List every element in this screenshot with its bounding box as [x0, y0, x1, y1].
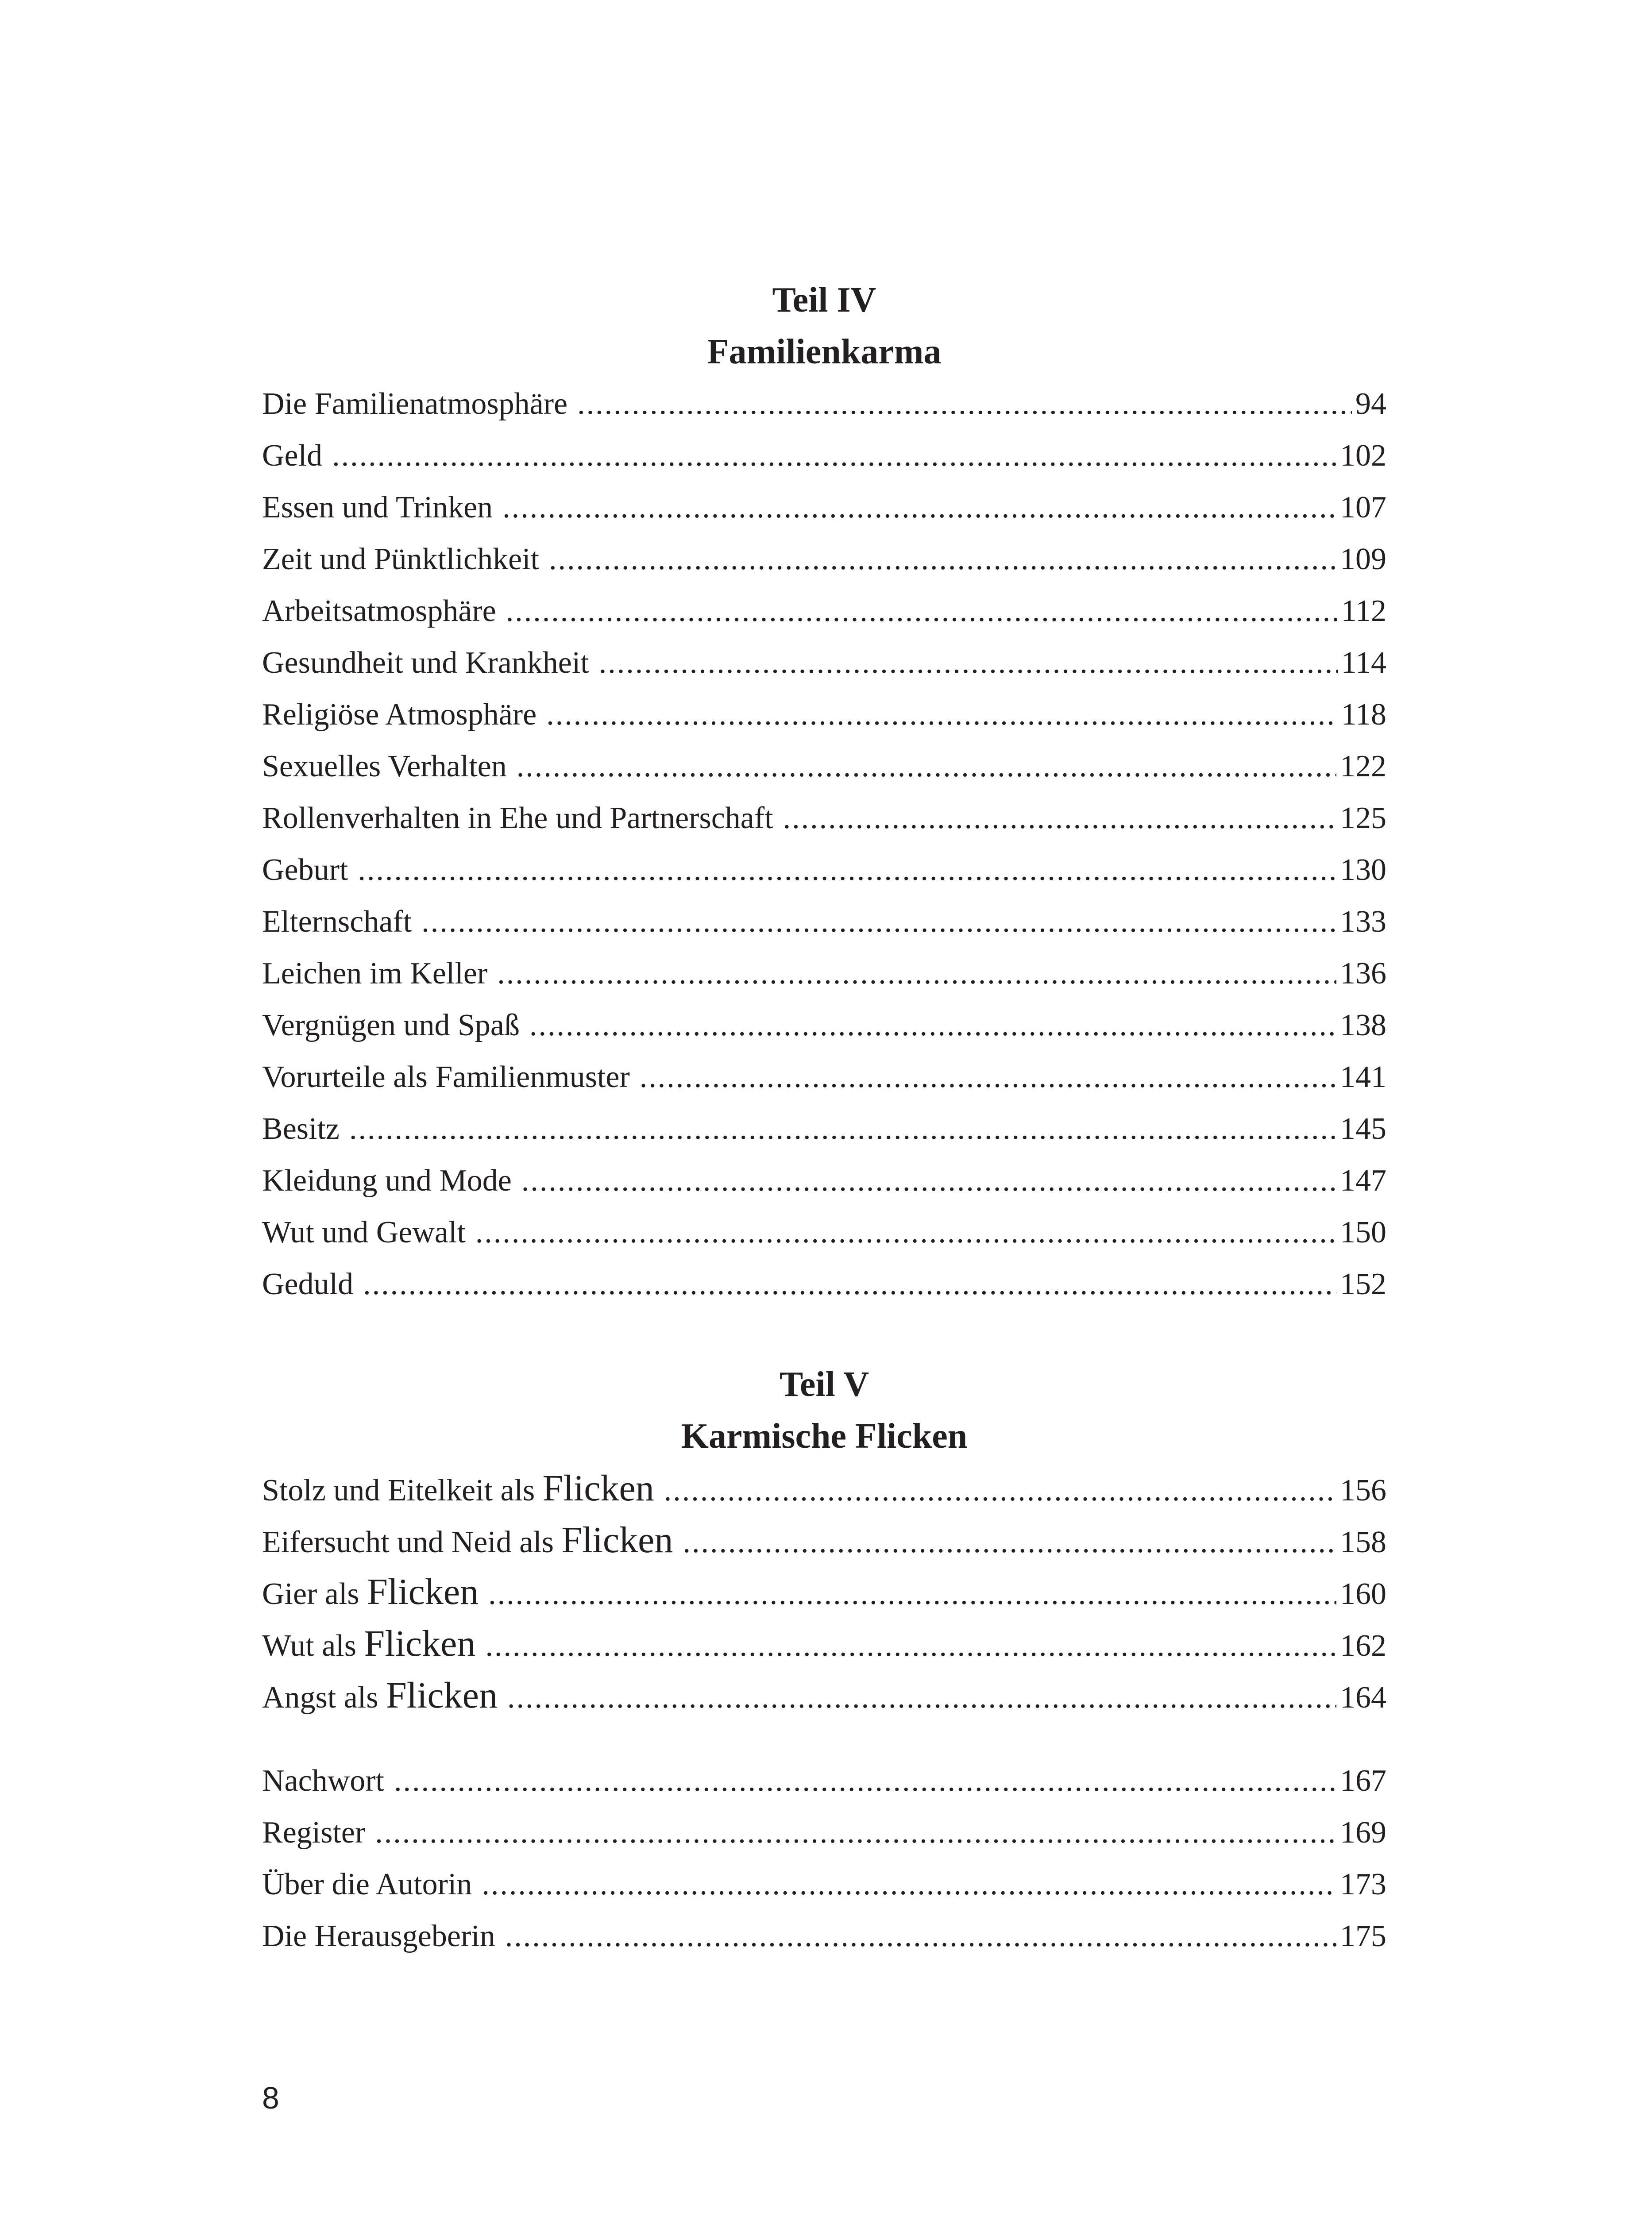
toc-entry-title-highlight: Flicken — [367, 1571, 479, 1612]
toc-entry[interactable] — [262, 1258, 1386, 1310]
dot-leader — [599, 637, 1338, 689]
toc-entry-page: 94 — [1355, 387, 1386, 421]
dot-leader — [683, 1516, 1336, 1568]
dot-leader — [506, 585, 1338, 637]
dot-leader — [529, 999, 1336, 1051]
toc-entry-title: Elternschaft — [262, 905, 412, 939]
toc-entry-title-highlight: Flicken — [386, 1675, 498, 1716]
dot-leader — [485, 1620, 1336, 1672]
toc-entry-title: Zeit und Pünktlichkeit — [262, 542, 540, 576]
dot-leader — [394, 1755, 1336, 1807]
toc-entry[interactable] — [262, 689, 1386, 740]
toc-entry[interactable] — [262, 1155, 1386, 1207]
toc-entry-title: Geld — [262, 439, 323, 473]
toc-entry-title: Nachwort — [262, 1764, 385, 1798]
toc-entry-page: 122 — [1340, 749, 1386, 783]
toc-entry[interactable] — [262, 740, 1386, 792]
toc-entry-title: Geburt — [262, 853, 348, 887]
toc-entry-title-highlight: Flicken — [364, 1623, 476, 1664]
toc-entry[interactable] — [262, 1462, 1386, 1514]
toc-entry[interactable] — [262, 1566, 1386, 1618]
dot-leader — [640, 1051, 1336, 1103]
toc-entry-title: Wut und Gewalt — [262, 1215, 466, 1249]
toc-entry[interactable] — [262, 1858, 1386, 1910]
dot-leader — [521, 1155, 1336, 1207]
toc-entry-title — [262, 1566, 479, 1620]
dot-leader — [546, 689, 1337, 740]
toc-entry-title: Geduld — [262, 1267, 354, 1301]
dot-leader — [505, 1910, 1336, 1962]
dot-leader — [421, 896, 1336, 948]
toc-entry-page: 118 — [1341, 698, 1386, 732]
toc-entry-page: 114 — [1341, 646, 1386, 680]
dot-leader — [488, 1568, 1336, 1620]
toc-entry-title: Vorurteile als Familienmuster — [262, 1060, 630, 1094]
toc-entry-title-text: Wut als — [262, 1629, 364, 1663]
toc-entry-page: 138 — [1340, 1008, 1386, 1042]
toc-entry-title-text: Eifersucht und Neid als — [262, 1525, 562, 1559]
toc-entry-title-text: Angst als — [262, 1681, 386, 1715]
toc-entry-page: 145 — [1340, 1112, 1386, 1146]
dot-leader — [475, 1207, 1336, 1258]
toc-entry-page: 125 — [1340, 801, 1386, 835]
toc-entry[interactable] — [262, 1807, 1386, 1858]
toc-entry-title: Die Familienatmosphäre — [262, 387, 568, 421]
toc-entry-page: 160 — [1340, 1577, 1386, 1611]
toc-entry[interactable] — [262, 533, 1386, 585]
toc-entry-page: 156 — [1340, 1473, 1386, 1507]
toc-entry-page: 147 — [1340, 1164, 1386, 1198]
dot-leader — [577, 378, 1352, 430]
toc-entry-title: Gesundheit und Krankheit — [262, 646, 589, 680]
dot-leader — [783, 792, 1336, 844]
toc-entry[interactable] — [262, 430, 1386, 482]
part-4-section — [262, 274, 1386, 1310]
toc-entry[interactable] — [262, 1051, 1386, 1103]
toc-entry[interactable] — [262, 844, 1386, 896]
toc-entry-page: 150 — [1340, 1215, 1386, 1249]
part-5-title: Karmische Flicken — [681, 1417, 968, 1456]
toc-entry[interactable] — [262, 1669, 1386, 1721]
part-5-label: Teil V — [779, 1365, 869, 1404]
toc-entry-page: 167 — [1340, 1764, 1386, 1798]
toc-entry-page: 152 — [1340, 1267, 1386, 1301]
dot-leader — [507, 1672, 1336, 1723]
dot-leader — [664, 1465, 1336, 1516]
toc-entry-title: Besitz — [262, 1112, 340, 1146]
toc-entry[interactable] — [262, 1514, 1386, 1566]
toc-entry-title: Vergnügen und Spaß — [262, 1008, 520, 1042]
toc-entry-page: 136 — [1340, 956, 1386, 991]
toc-entry[interactable] — [262, 378, 1386, 430]
dot-leader — [497, 948, 1336, 999]
toc-entry[interactable] — [262, 482, 1386, 533]
toc-entry-title: Register — [262, 1816, 366, 1850]
toc-entry-page: 162 — [1340, 1629, 1386, 1663]
dot-leader — [375, 1807, 1336, 1858]
toc-entry-title-highlight: Flicken — [542, 1468, 654, 1509]
backmatter-entries — [262, 1755, 1386, 1962]
toc-entry-title: Essen und Trinken — [262, 490, 493, 524]
toc-entry-title-text: Gier als — [262, 1577, 367, 1611]
dot-leader — [482, 1858, 1336, 1910]
toc-entry[interactable] — [262, 792, 1386, 844]
dot-leader — [358, 844, 1336, 896]
toc-entry-page: 169 — [1340, 1816, 1386, 1850]
toc-entry-page: 102 — [1340, 439, 1386, 473]
toc-entry[interactable] — [262, 1755, 1386, 1807]
dot-leader — [349, 1103, 1336, 1155]
toc-entry-title: Leichen im Keller — [262, 956, 488, 991]
toc-entry-page: 175 — [1340, 1919, 1386, 1953]
toc-entry-title — [262, 1669, 498, 1723]
toc-entry-title — [262, 1618, 475, 1672]
part-5-entries — [262, 1462, 1386, 1721]
toc-entry-page: 133 — [1340, 905, 1386, 939]
dot-leader — [332, 430, 1336, 482]
toc-entry-title — [262, 1462, 654, 1516]
toc-entry[interactable] — [262, 896, 1386, 948]
toc-entry-title — [262, 1514, 673, 1568]
toc-entry-page: 109 — [1340, 542, 1386, 576]
dot-leader — [549, 533, 1336, 585]
part-4-label: Teil IV — [772, 281, 876, 320]
part-4-title: Familienkarma — [707, 332, 942, 371]
backmatter-section — [262, 1755, 1386, 1962]
toc-entry[interactable] — [262, 637, 1386, 689]
toc-entry-page: 112 — [1341, 594, 1386, 628]
toc-entry-page: 130 — [1340, 853, 1386, 887]
toc-entry[interactable] — [262, 1103, 1386, 1155]
toc-entry[interactable] — [262, 585, 1386, 637]
page-number: 8 — [262, 2081, 279, 2115]
toc-entry-title: Sexuelles Verhalten — [262, 749, 507, 783]
toc-entry-title: Kleidung und Mode — [262, 1164, 512, 1198]
toc-entry[interactable] — [262, 1207, 1386, 1258]
dot-leader — [502, 482, 1336, 533]
toc-entry-title: Religiöse Atmosphäre — [262, 698, 537, 732]
part-4-entries — [262, 378, 1386, 1310]
toc-entry-page: 164 — [1340, 1681, 1386, 1715]
toc-entry-page: 107 — [1340, 490, 1386, 524]
dot-leader — [363, 1258, 1336, 1310]
toc-entry-title-text: Stolz und Eitelkeit als — [262, 1473, 543, 1507]
toc-entry-page: 158 — [1340, 1525, 1386, 1559]
toc-entry-title: Arbeitsatmosphäre — [262, 594, 496, 628]
dot-leader — [517, 740, 1336, 792]
toc-entry[interactable] — [262, 948, 1386, 999]
part-5-section — [262, 1359, 1386, 1721]
toc-entry-title: Rollenverhalten in Ehe und Partnerschaft — [262, 801, 773, 835]
toc-entry-page: 173 — [1340, 1867, 1386, 1901]
toc-entry[interactable] — [262, 1910, 1386, 1962]
toc-entry-title-highlight: Flicken — [561, 1519, 673, 1561]
toc-entry-page: 141 — [1340, 1060, 1386, 1094]
toc-entry[interactable] — [262, 1618, 1386, 1669]
toc-entry-title: Über die Autorin — [262, 1867, 472, 1901]
toc-entry[interactable] — [262, 999, 1386, 1051]
toc-entry-title: Die Herausgeberin — [262, 1919, 495, 1953]
